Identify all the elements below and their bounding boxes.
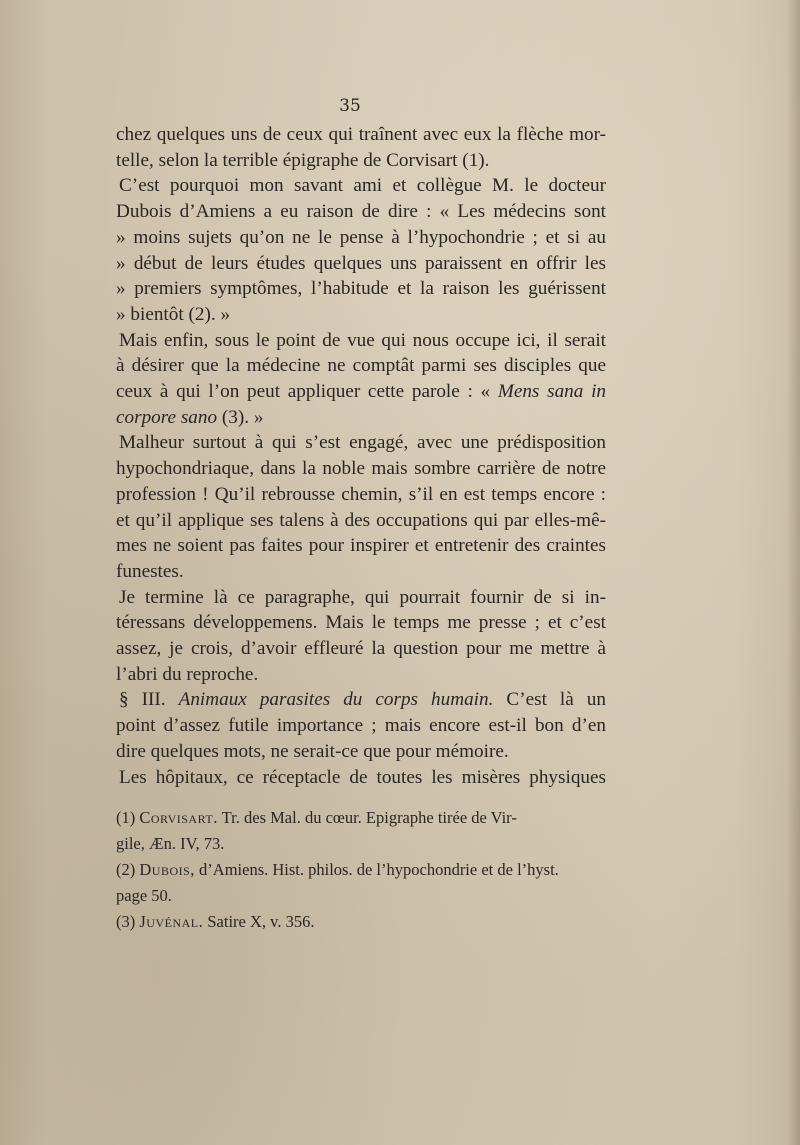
paragraph xyxy=(116,328,606,431)
text-line: chez quelques uns de ceux qui traînent avec eux la flèche mor- xyxy=(116,124,606,145)
paragraph xyxy=(116,173,606,327)
text-line: Je termine là ce paragraphe, qui pourrait fournir de si in- xyxy=(119,586,606,608)
paragraph xyxy=(116,765,606,791)
text-line: funestes. xyxy=(116,560,184,582)
text-line: téressans développemens. Mais le temps me presse ; et c’est xyxy=(116,612,606,634)
text-line: ceux à qui l’on peut appliquer cette parole : « Mens sana in xyxy=(116,381,606,403)
footnote-text: Tr. des Mal. du cœur. Epigraphe tirée de Vir- xyxy=(221,808,517,827)
footnote-line xyxy=(116,909,608,935)
footnotes xyxy=(116,805,608,935)
footnote-author: Corvisart. xyxy=(139,808,218,827)
section-heading-line: § III. Animaux parasites du corps humain. C’est là un xyxy=(119,689,606,711)
footnote xyxy=(116,805,608,857)
text-line: » moins sujets qu’on ne le pense à l’hypochondrie ; et si au xyxy=(116,226,606,248)
text-line: C’est pourquoi mon savant ami et collègue M. le docteur xyxy=(119,175,606,197)
text-line: Dubois d’Amiens a eu raison de dire : « Les médecins sont xyxy=(116,201,606,223)
footnote xyxy=(116,857,608,909)
text-line: l’abri du reproche. xyxy=(116,663,259,685)
footnote-author: Juvénal. xyxy=(139,912,204,931)
text-line: point d’assez futile importance ; mais encore est-il bon d’en xyxy=(116,715,606,737)
footnote-marker: (2) xyxy=(116,860,136,879)
footnote-text: d’Amiens. Hist. philos. de l’hypochondrie et de l’hyst. xyxy=(199,860,559,879)
footnote-line: page 50. xyxy=(116,886,172,905)
paragraph xyxy=(116,122,606,173)
footnote-line xyxy=(116,857,608,883)
footnote-text: Satire X, v. 356. xyxy=(207,912,315,931)
paragraph xyxy=(116,430,606,584)
text-line: profession ! Qu’il rebrousse chemin, s’il en est temps encore : xyxy=(116,483,606,505)
body-text xyxy=(116,122,606,790)
text-line: » bientôt (2). » xyxy=(116,303,231,325)
text-line: » premiers symptômes, l’habitude et la raison les guérissent xyxy=(116,278,606,300)
text-line: hypochondriaque, dans la noble mais sombre carrière de notre xyxy=(116,458,606,480)
footnote-line xyxy=(116,805,608,831)
text-line: telle, selon la terrible épigraphe de Corvisart (1). xyxy=(116,149,490,171)
footnote-line: gile, Æn. IV, 73. xyxy=(116,834,225,853)
text-line: assez, je crois, d’avoir effleuré la question pour me mettre à xyxy=(116,638,606,660)
text-line: Mais enfin, sous le point de vue qui nous occupe ici, il serait xyxy=(119,329,606,351)
footnote xyxy=(116,909,608,935)
text-line: » début de leurs études quelques uns paraissent en offrir les xyxy=(116,252,606,274)
footnote-marker: (3) xyxy=(116,912,136,931)
text-line: Les hôpitaux, ce réceptacle de toutes les misères physiques xyxy=(119,766,606,788)
page-edge-shadow xyxy=(786,0,800,1145)
text-line: corpore sano (3). » xyxy=(116,406,264,428)
footnote-marker: (1) xyxy=(116,808,136,827)
text-line: mes ne soient pas faites pour inspirer et entretenir des craintes xyxy=(116,535,606,557)
paragraph xyxy=(116,585,606,688)
page-number: 35 xyxy=(339,96,361,116)
text-line: dire quelques mots, ne serait-ce que pour mémoire. xyxy=(116,740,509,762)
text-line: à désirer que la médecine ne comptât parmi ses disciples que xyxy=(116,355,606,377)
text-line: et qu’il applique ses talens à des occupations qui par elles-mê- xyxy=(116,509,606,531)
paragraph xyxy=(116,687,606,764)
footnote-author: Dubois, xyxy=(139,860,195,879)
text-line: Malheur surtout à qui s’est engagé, avec une prédisposition xyxy=(119,432,606,454)
